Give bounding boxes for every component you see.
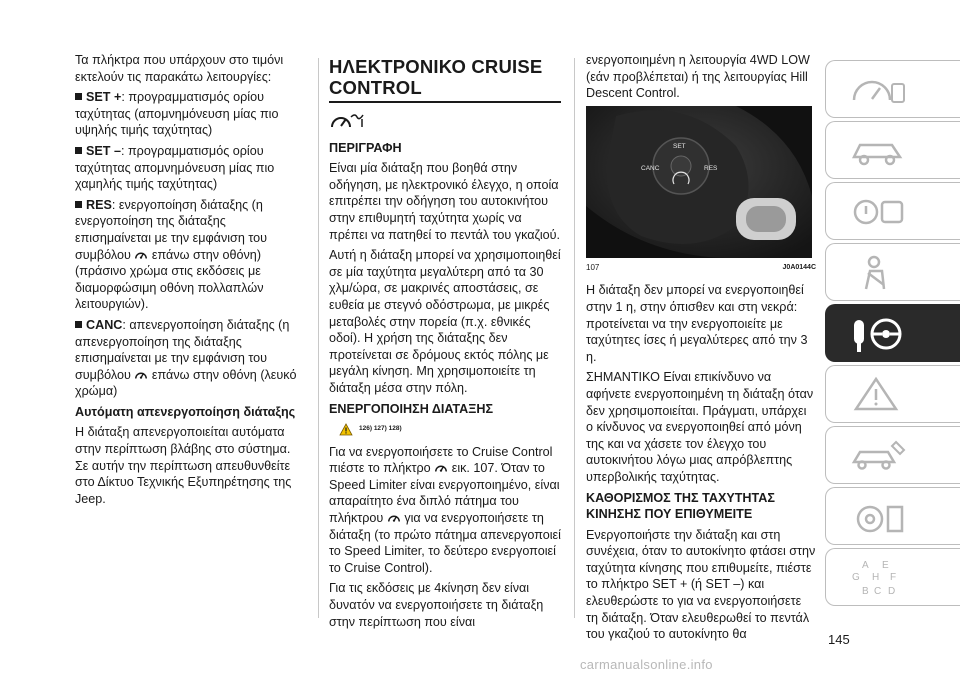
- section-title: ΗΛΕΚΤΡΟΝΙΚΟ CRUISE CONTROL: [329, 56, 561, 103]
- svg-text:H: H: [872, 572, 880, 583]
- svg-text:C: C: [874, 586, 882, 597]
- canc-item: CANC: απενεργοποίηση διάταξης (η απενεργοποίηση της διάταξης επισημαίνεται με την εμφάνιση του συμβόλου επάνω στην οθόνη (λευκό χρώμα): [75, 317, 305, 400]
- warning-lights-icon: [848, 192, 908, 232]
- tab-index[interactable]: [825, 548, 960, 606]
- steering-wheel-buttons-image: [586, 106, 812, 258]
- tab-service[interactable]: [825, 426, 960, 484]
- figure-caption: [586, 260, 816, 277]
- cruise-control-icon: [134, 368, 148, 382]
- cruise-control-logo-icon: [329, 111, 367, 131]
- tab-warning-lights[interactable]: [825, 182, 960, 240]
- activation-heading: ΕΝΕΡΓΟΠΟΙΗΣΗ ΔΙΑΤΑΞΗΣ: [329, 401, 494, 416]
- activation-paragraph-2: Για τις εκδόσεις με 4κίνηση δεν είναι δυνατόν να ενεργοποιήσετε τη διάταξη στην περίπτωση που είναι: [329, 581, 544, 629]
- res-button-label: RES: [704, 164, 718, 172]
- description-paragraph-1: Είναι μία διάταξη που βοηθά στην οδήγηση, με ηλεκτρονικό έλεγχο, η οποία επιτρέπει την οδήγηση του αυτοκινήτου στην επιθυμητή ταχύτητα χωρίς να πρέπει να πατηθεί το πεντάλ του γκαζιού.: [329, 161, 561, 242]
- car-service-icon: [848, 436, 908, 476]
- page-number: 145: [828, 632, 850, 647]
- alphabetical-index-icon: [848, 558, 908, 598]
- gear-restriction-text: Η διάταξη δεν μπορεί να ενεργοποιηθεί στην 1 η, στην όπισθεν και στη νεκρά: προτείνεται να την ενεργοποιείτε με ταχύτητες ίσες ή μεγαλύτερες από την 3 η.: [586, 283, 808, 364]
- res-item: RES: ενεργοποίηση διάταξης (η ενεργοποίηση της διάταξης επισημαίνεται με την εμφάνιση του συμβόλου επάνω στην οθόνη) (πράσινο χρώμα στις εκδόσεις με διαμορφώσιμη οθόνη πολλαπλών λειτουργιών).: [75, 197, 305, 313]
- steering-wheel-photo: [586, 106, 812, 258]
- svg-text:F: F: [890, 572, 897, 583]
- set-button-label: SET: [673, 142, 686, 150]
- tab-safety[interactable]: [825, 243, 960, 301]
- tab-starting-driving[interactable]: [825, 304, 960, 362]
- set-plus-item: SET +: προγραμματισμός ορίου ταχύτητας (απομνημόνευση μίας πιο υψηλής τιμής ταχύτητας): [75, 89, 305, 139]
- intro-text: Τα πλήκτρα που υπάρχουν στο τιμόνι εκτελούν τις παρακάτω λειτουργίες:: [75, 53, 284, 84]
- canc-button-label: CANC: [641, 164, 660, 172]
- car-dashboard-icon: [848, 70, 908, 110]
- svg-text:B: B: [862, 586, 869, 597]
- set-minus-item: SET –: προγραμματισμός ορίου ταχύτητας απομνημόνευση μίας πιο χαμηλής τιμής ταχύτητας): [75, 143, 305, 193]
- warning-triangle-icon: [339, 423, 353, 436]
- cruise-control-icon: [387, 511, 401, 525]
- tab-exterior[interactable]: [825, 121, 960, 179]
- svg-text:D: D: [888, 586, 896, 597]
- auto-off-heading: Αυτόματη απενεργοποίηση διάταξης: [75, 404, 296, 419]
- warning-references: [339, 421, 561, 438]
- description-paragraph-2: Αυτή η διάταξη μπορεί να χρησιμοποιηθεί σε μία ταχύτητα μεγαλύτερη από τα 30 χλμ/ώρα, σε μακρινές αποστάσεις, σε ευθεία με στεγνό οδόστρωμα, με μικρές μεταβολές στην πορεία (π.χ. εθνικές οδοί). Η χρήση της διάταξης δεν προτείνεται σε δρόμους εκτός πόλης με μεγάλη κίνηση. Μη χρησιμοποιείτε τη διάταξη μέσα στην πόλη.: [329, 248, 561, 395]
- key-steering-wheel-icon: [848, 314, 908, 354]
- seat-safety-icon: [848, 253, 908, 293]
- auto-off-text: Η διάταξη απενεργοποιείται αυτόματα στην περίπτωση βλάβης στο σύστημα. Σε αυτήν την περίπτωση απευθυνθείτε στο Δίκτυο Τεχνικής Εξυπηρέτησης της Jeep.: [75, 425, 292, 506]
- car-exterior-icon: [848, 131, 908, 171]
- cruise-control-icon: [434, 461, 448, 475]
- warning-ref-numbers: 126) 127) 128): [359, 425, 402, 433]
- technical-data-icon: [848, 497, 908, 537]
- footer-watermark: carmanualsonline.info: [580, 657, 713, 672]
- speed-setting-heading: ΚΑΘΟΡΙΣΜΟΣ ΤΗΣ ΤΑΧΥΤΗΤΑΣ ΚΙΝΗΣΗΣ ΠΟΥ ΕΠΙΘΥΜΕΙΤΕ: [586, 490, 775, 522]
- cruise-control-icon: [134, 248, 148, 262]
- tab-dashboard[interactable]: [825, 60, 960, 118]
- column-1: [75, 52, 305, 511]
- figure-number: 107: [586, 262, 600, 272]
- tab-emergency[interactable]: [825, 365, 960, 423]
- description-heading: ΠΕΡΙΓΡΑΦΗ: [329, 140, 402, 155]
- column-2: [329, 56, 561, 634]
- figure-code: J0A0144C: [782, 263, 816, 271]
- svg-text:E: E: [882, 560, 889, 571]
- svg-text:G: G: [852, 572, 860, 583]
- warning-triangle-icon: [848, 375, 908, 415]
- speed-setting-text: Ενεργοποιήστε την διάταξη και στη συνέχεια, όταν το αυτοκίνητο φτάσει στην ταχύτητα κίνησης που επιθυμείτε, πιέστε το πλήκτρο SET + (ή SET –) και ελευθερώστε το για να ενεργοποιήσετε τη διάταξη. Όταν ελευθερωθεί το πεντάλ του γκαζιού το αυτοκίνητο θα: [586, 527, 816, 642]
- important-note: ΣΗΜΑΝΤΙΚΟ Είναι επικίνδυνο να αφήνετε ενεργοποιημένη τη διάταξη όταν δεν χρησιμοποιείται. Πράγματι, υπάρχει ο κίνδυνος να ενεργοποιηθεί από μόνη της και να χάσετε τον έλεγχο του αυτοκινήτου λόγω μιας απρόβλεπτης υπερβολικής ταχύτητας.: [586, 370, 814, 484]
- activation-text: Για να ενεργοποιήσετε το Cruise Control πιέστε το πλήκτρο εικ. 107. Όταν το Speed Limiter είναι ενεργοποιημένο, είναι απαραίτητο ένα διπλό πάτημα του πλήκτρου για να ενεργοποιήσετε τη διάταξη (το πρώτο πάτημα απενεργοποιεί το Speed Limiter, το δεύτερο ενεργοποιεί το Cruise Control).: [329, 444, 561, 575]
- column-divider: [574, 58, 575, 618]
- column-3: [586, 52, 816, 647]
- tab-technical-data[interactable]: [825, 487, 960, 545]
- svg-text:A: A: [862, 560, 869, 571]
- column-divider: [318, 58, 319, 618]
- continuation-text: ενεργοποιημένη η λειτουργία 4WD LOW (εάν προβλέπεται) ή της λειτουργίας Hill Descent Control.: [586, 53, 810, 101]
